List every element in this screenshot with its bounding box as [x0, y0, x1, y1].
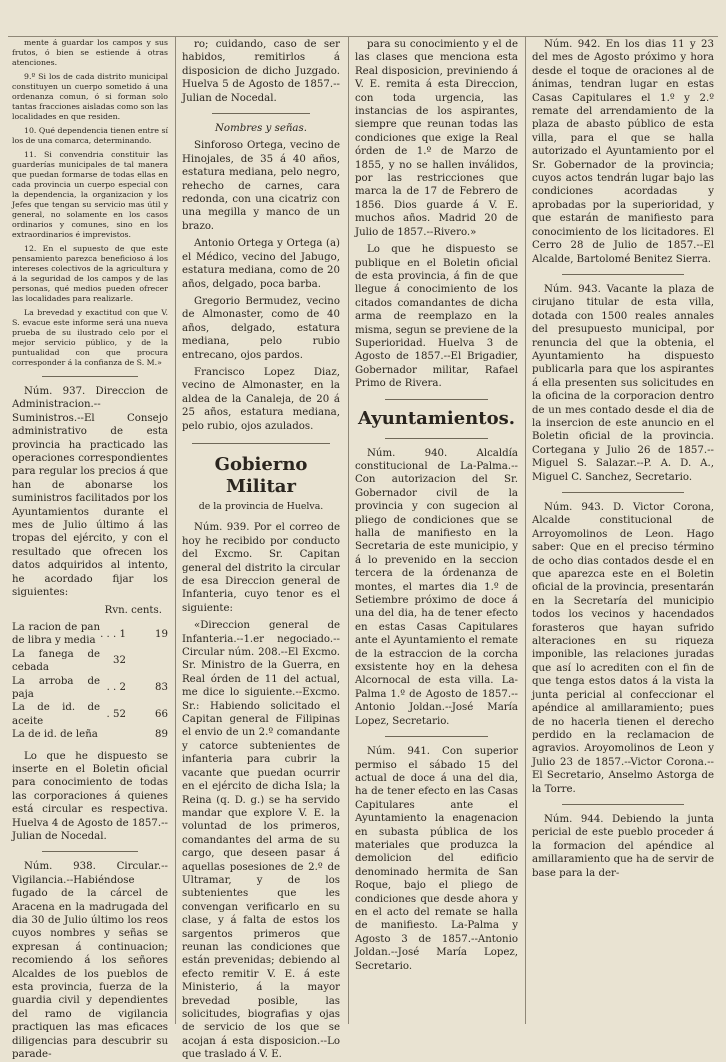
separator: [192, 443, 330, 444]
column-2: [182, 38, 340, 1061]
price-row: [12, 701, 168, 728]
separator: [562, 804, 684, 805]
separator: [385, 399, 488, 400]
paragraph: 11. Si convendria constituir las guarderías municipales de tal manera que puedan formarse de todas ellas en cada provincia un cuerpo especial con la dependencia, la organizacion y los Jefes que tengan su servicio mas útil y general, no solamente en los casos ordinarios y comunes, sino en los extraordinarios é imprevistos.: [12, 150, 168, 239]
paragraph: mente á guardar los campos y sus frutos, ó bien se estiende á otras atenciones.: [12, 38, 168, 67]
separator: [212, 113, 310, 114]
paragraph: 9.º Si los de cada distrito municipal constituyen un cuerpo sometido á una ordenanza comun, ó si forman solo tantas fracciones aisladas como son las localidades en que residen.: [12, 72, 168, 121]
separator: [385, 736, 488, 737]
price-reales: . 52: [106, 709, 126, 721]
price-unit-label: Rvn. cents.: [104, 604, 162, 616]
notice-943b: Núm. 943. D. Victor Corona, Alcalde constitucional de Arroyomolinos de Leon. Hago saber: Que en el preciso término de ocho dias contados desde el en que aparezca este en el Boletin oficial de la provincia, presentarán en la Secretaría del municipio todos los vecinos y hacendados forasteros que hayan sufrido alteraciones en su riqueza imponible, las relaciones juradas que así lo acrediten con el fin de que tenga estos datos á la vista la junta pericial al confeccionar el apéndice al amillaramiento; pues de no hacerla tienen el derecho perdido en la reclamacion de agravios. Aroyomolinos de Leon y Julio 23 de 1857.--Victor Corona.--El Secretario, Anselmo Astorga de la Torre.: [532, 502, 714, 795]
notice-940: Núm. 940. Alcaldía constitucional de La-Palma.--Con autorizacion del Sr. Gobernador civil de la provincia y con sugecion al pliego de condiciones que se halla de manifiesto en la Secretaria de este municipio, y á lo prevenido en la seccion tercera de la órdenanza de montes, el martes dia 1.º de Setiembre próximo de doce á una del dia, ha de tener efecto en estas Casas Capitulares ante el Ayuntamiento el remate de la estraccion de la corcha exsistente hoy en la dehesa Alcornocal de esta villa. La-Palma 1.º de Agosto de 1857.--Antonio Joldan.--José María Lopez, Secretario.: [355, 447, 518, 727]
notice-937: Núm. 937. Direccion de Administracion.--Suministros.--El Consejo administrativo de esta provincia ha practicado las operaciones correspondientes para regular los precios á que han de abonarse los suministros facilitados por los Ayuntamientos durante el mes de Julio último á las tropas del ejército, y con el resultado que ofrecen los datos adquiridos al intento, he acordado fijar los siguientes:: [12, 386, 168, 599]
column-3: [355, 38, 518, 1024]
price-reales: . . . 1: [100, 628, 126, 640]
section-subheading: de la provincia de Huelva.: [198, 500, 324, 512]
paragraph: ro; cuidando, caso de ser habidos, remitirlos á disposicion de dicho Juzgado. Huelva 5 de Agosto de 1857.--Julian de Nocedal.: [182, 39, 340, 104]
price-item: La de id. de aceite: [12, 702, 101, 727]
price-cents: 89: [155, 729, 168, 741]
price-cents: 66: [155, 709, 168, 721]
price-table: [12, 621, 168, 742]
paragraph: Lo que he dispuesto se publique en el Boletin oficial de esta provincia, á fin de que llegue á conocimiento de los citados comandantes de dicha arma de reemplazo en la misma, segun se previene de la Superioridad. Huelva 3 de Agosto de 1857.--El Brigadier, Gobernador militar, Rafael Primo de Rivera.: [355, 244, 518, 390]
price-reales: . . 2: [106, 682, 126, 694]
paragraph: Lo que he dispuesto se inserte en el Boletin oficial para conocimiento de todas las corporaciones á quienes está circular es respectiva. Huelva 4 de Agosto de 1857.--Julian de Nocedal.: [12, 750, 168, 842]
column-rule: [525, 36, 526, 1024]
person-description: Sinforoso Ortega, vecino de Hinojales, de 35 á 40 años, estatura mediana, pelo negro, rehecho de carnes, cara redonda, con una cicatriz con una megilla y manco de un brazo.: [182, 140, 340, 232]
notice-942: Núm. 942. En los dias 11 y 23 del mes de Agosto próximo y hora desde el toque de oraciones al de ánimas, tendran lugar en estas Casas Capitulares el 1.º y 2.º remate del arrendamiento de la plaza de abasto público de esta villa, para el que se halla autorizado el Ayuntamiento por el Sr. Gobernador de la provincia; cuyos actos tendrán lugar bajo las condiciones acordadas y aprobadas por la superioridad, y que estarán de manifiesto para conocimiento de los licitadores. El Cerro 28 de Julio de 1857.--El Alcalde, Bartolomé Benitez Sierra.: [532, 39, 714, 265]
column-rule: [348, 36, 349, 1024]
separator: [562, 274, 684, 275]
column-rule: [175, 36, 176, 1024]
price-item: La racion de pan de libra y media: [12, 621, 101, 647]
price-item: La fanega de cebada: [12, 648, 101, 674]
person-description: Antonio Ortega y Ortega (a) el Médico, vecino del Jabugo, estatura mediana, como de 20 años, delgado, poca barba.: [182, 238, 340, 290]
column-1: [12, 38, 168, 1061]
separator: [42, 851, 138, 852]
separator: [562, 492, 684, 493]
notice-941: Núm. 941. Con superior permiso el sábado 15 del actual de doce á una del dia, ha de tener efecto en las Casas Capitulares ante el Ayuntamiento la enagenacion en subasta pública de los materiales que produzca la demolicion del edificio denominado hermita de San Roque, bajo el pliego de condiciones que desde ahora y en el acto del remate se halla de manifiesto. La-Palma y Agosto 3 de 1857.--Antonio Joldan.--José María Lopez, Secretario.: [355, 746, 518, 972]
quoted-circular: «Direccion general de Infanteria.--1.er negociado.--Circular núm. 208.--El Excmo. Sr. Ministro de la Guerra, en Real órden de 11 del actual, me dice lo siguiente.--Excmo. Sr.: Habiendo solicitado el Capitan general de Filipinas el envio de un 2.º comandante y catorce subtenientes de infanteria para cubrir la vacante que puedan ocurrir en el ejército de dicha Isla; la Reina (q. D. g.) se ha servido mandar que explore V. E. la voluntad de los primeros, comandantes del arma de su cargo, que deseen pasar á aquellas posesiones de 2.º de Ultramar, y de los subtenientes que les convengan verificarlo en su clase, y á falta de estos los sargentos primeros que reunan las condiciones que están prevenidas; debiendo al efecto remitir V. E. á este Ministerio, á la mayor brevedad posible, las solicitudes, biografias y ojas de servicio de los que se acojan á esta disposicion.--Lo que traslado á V. E.: [182, 620, 340, 1061]
price-item: La arroba de paja: [12, 675, 101, 700]
price-cents: 83: [155, 682, 168, 694]
paragraph: 12. En el supuesto de que este pensamiento parezca beneficioso á los intereses colectivos de la agricultura y á la seguridad de los campos y de las personas, qué medios pueden ofrecer las localidades para realizarle.: [12, 244, 168, 303]
price-reales: [100, 728, 138, 741]
section-heading: Ayuntamientos.: [358, 407, 515, 429]
separator: [385, 438, 488, 439]
section-subtitle: Nombres y señas.: [215, 123, 307, 135]
price-cents: 19: [155, 628, 168, 640]
person-description: Francisco Lopez Diaz, vecino de Almonaster, en la aldea de la Canaleja, de 20 á 25 años, estatura mediana, pelo rubio, ojos azulados.: [182, 366, 340, 432]
price-row: [12, 621, 168, 648]
price-row: [12, 728, 168, 741]
price-item: La de id. de leña: [12, 729, 98, 741]
section-heading: Gobierno Militar: [214, 453, 308, 497]
price-row: [12, 648, 168, 675]
notice-944: Núm. 944. Debiendo la junta pericial de este pueblo proceder á la formacion del apéndice al amillaramiento que ha de servir de base para la der-: [532, 813, 714, 879]
paragraph: La brevedad y exactitud con que V. S. evacue este informe será una nueva prueba de su ilustrado celo por el mejor servicio público, y de la puntualidad con que procura corresponder á la confianza de S. M.»: [12, 308, 168, 367]
notice-943a: Núm. 943. Vacante la plaza de cirujano titular de esta villa, dotada con 1500 reales annales del presupuesto municipal, por renuncia del que la obtenia, el Ayuntamiento ha dispuesto publicarla para que los aspirantes á ella presenten sus solicitudes en la oficina de la corporacion dentro de un mes contado desde el dia de la insercion de este anuncio en el Boletin oficial de la provincia. Cortegana y Julio 26 de 1857.--Miguel S. Salazar.--P. A. D. A., Miguel C. Sanchez, Secretario.: [532, 283, 714, 483]
paragraph: 10. Qué dependencia tienen entre sí los de una comarca, determinando.: [12, 126, 168, 145]
column-4: [532, 38, 714, 1024]
notice-938: Núm. 938. Circular.--Vigilancia.--Habiéndose fugado de la cárcel de Aracena en la madrugada del dia 30 de Julio último los reos cuyos nombres y señas se expresan á continuacion; recomiendo á los señores Alcaldes de los pueblos de esta provincia, fuerza de la guardia civil y dependientes del ramo de vigilancia practiquen las mas eficaces diligencias para descubrir su parade-: [12, 861, 168, 1061]
price-reales: 32: [113, 655, 126, 667]
paragraph: para su conocimiento y el de las clases que menciona esta Real disposicion, previniendo á V. E. remita á esta Direccion, con toda urgencia, las instancias de los aspirantes, siempre que reunan todas las condiciones que exige la Real órden de 1.º de Marzo de 1855, y no se hallen inválidos, por las restricciones que marca la de 17 de Febrero de 1856. Dios guarde á V. E. muchos años. Madrid 20 de Julio de 1857.--Rivero.»: [355, 39, 518, 238]
notice-939: Núm. 939. Por el correo de hoy he recibido por conducto del Excmo. Sr. Capitan general del distrito la circular de esa Direccion general de Infanteria, cuyo tenor es el siguiente:: [182, 522, 340, 614]
price-row: [12, 675, 168, 702]
person-description: Gregorio Bermudez, vecino de Almonaster, como de 40 años, delgado, estatura mediana, pelo rubio entrecano, ojos pardos.: [182, 295, 340, 361]
top-rule: [8, 36, 718, 37]
price-cents: [138, 648, 168, 675]
separator: [42, 376, 138, 377]
